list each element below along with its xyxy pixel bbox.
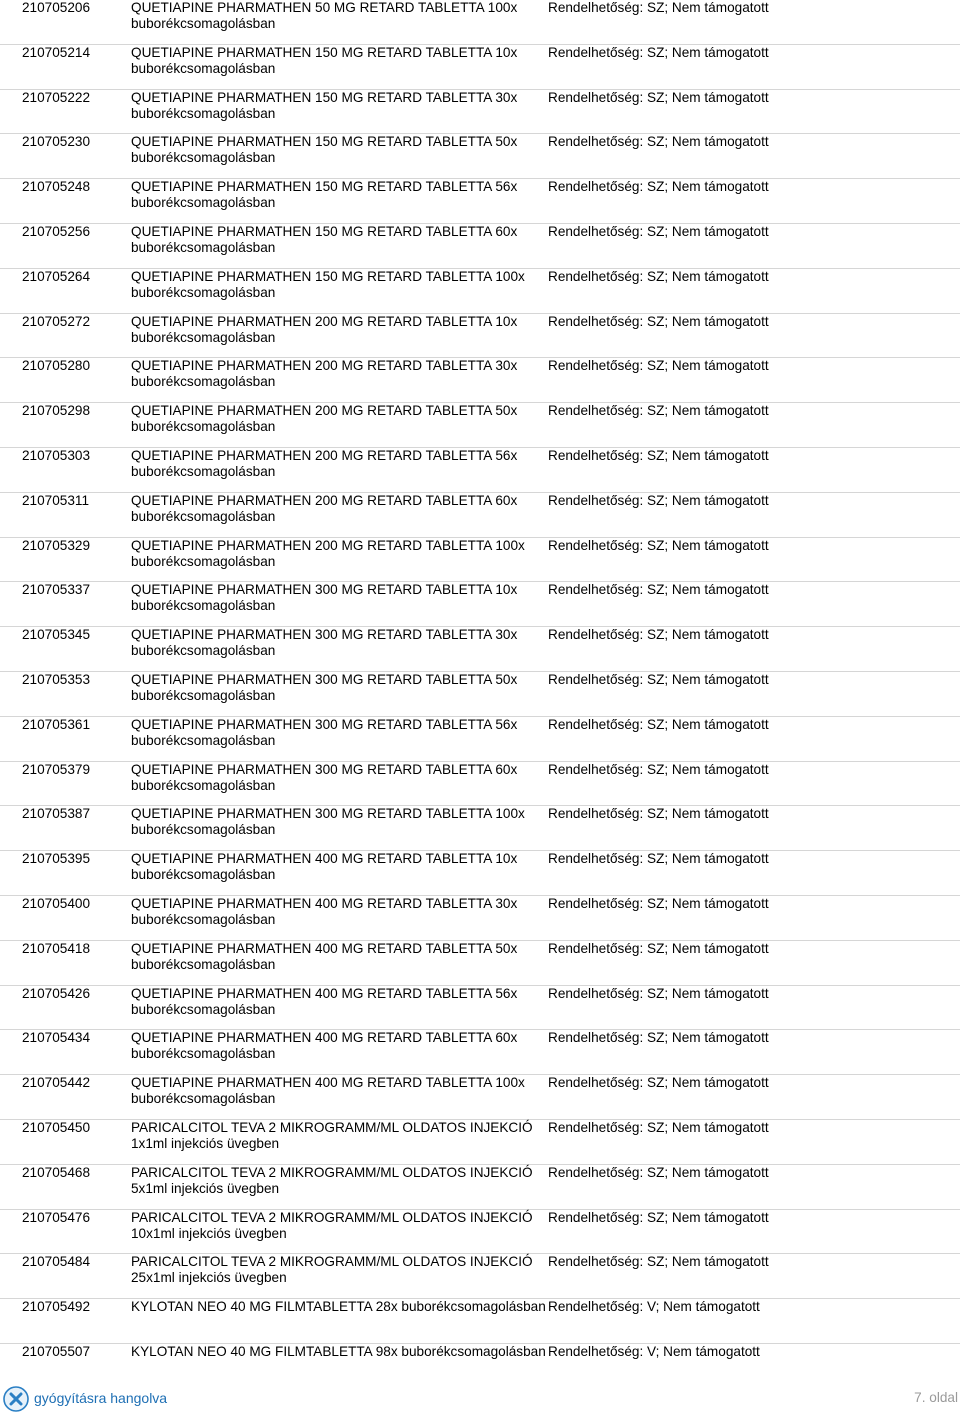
product-code: 210705303 xyxy=(22,447,91,463)
table-row xyxy=(0,448,960,493)
product-code: 210705222 xyxy=(22,89,91,105)
availability-status: Rendelhetőség: SZ; Nem támogatott xyxy=(548,403,769,419)
availability-status: Rendelhetőség: SZ; Nem támogatott xyxy=(548,537,769,553)
table-row xyxy=(0,1299,960,1344)
product-code: 210705400 xyxy=(22,895,91,911)
product-code: 210705248 xyxy=(22,179,91,195)
table-row xyxy=(0,134,960,179)
product-name: QUETIAPINE PHARMATHEN 200 MG RETARD TABLETTA 60x buborékcsomagolásban xyxy=(131,492,518,524)
availability-status: Rendelhetőség: SZ; Nem támogatott xyxy=(548,313,769,329)
product-name: QUETIAPINE PHARMATHEN 50 MG RETARD TABLETTA 100x buborékcsomagolásban xyxy=(131,0,518,31)
table-row xyxy=(0,1344,960,1389)
product-name: KYLOTAN NEO 40 MG FILMTABLETTA 98x buborékcsomagolásban xyxy=(131,1343,546,1359)
availability-status: Rendelhetőség: SZ; Nem támogatott xyxy=(548,1164,769,1180)
availability-status: Rendelhetőség: SZ; Nem támogatott xyxy=(548,806,769,822)
product-code: 210705353 xyxy=(22,671,91,687)
availability-status: Rendelhetőség: SZ; Nem támogatott xyxy=(548,895,769,911)
table-row xyxy=(0,45,960,90)
product-code: 210705361 xyxy=(22,716,91,732)
product-code: 210705476 xyxy=(22,1209,91,1225)
availability-status: Rendelhetőség: SZ; Nem támogatott xyxy=(548,1209,769,1225)
availability-status: Rendelhetőség: SZ; Nem támogatott xyxy=(548,1030,769,1046)
availability-status: Rendelhetőség: SZ; Nem támogatott xyxy=(548,761,769,777)
page-number: 7. oldal xyxy=(914,1390,958,1405)
table-row xyxy=(0,0,960,45)
table-row xyxy=(0,582,960,627)
product-code: 210705264 xyxy=(22,268,91,284)
product-name: QUETIAPINE PHARMATHEN 300 MG RETARD TABLETTA 56x buborékcsomagolásban xyxy=(131,716,518,748)
availability-status: Rendelhetőség: SZ; Nem támogatott xyxy=(548,1119,769,1135)
table-row xyxy=(0,851,960,896)
x-circle-logo-icon xyxy=(3,1386,29,1412)
product-code: 210705230 xyxy=(22,134,91,150)
product-name: PARICALCITOL TEVA 2 MIKROGRAMM/ML OLDATOS INJEKCIÓ 25x1ml injekciós üvegben xyxy=(131,1254,533,1286)
availability-status: Rendelhetőség: SZ; Nem támogatott xyxy=(548,223,769,239)
product-code: 210705345 xyxy=(22,627,91,643)
availability-status: Rendelhetőség: SZ; Nem támogatott xyxy=(548,89,769,105)
page-footer xyxy=(0,1384,960,1412)
product-code: 210705329 xyxy=(22,537,91,553)
availability-status: Rendelhetőség: V; Nem támogatott xyxy=(548,1343,760,1359)
availability-status: Rendelhetőség: SZ; Nem támogatott xyxy=(548,44,769,60)
product-name: QUETIAPINE PHARMATHEN 400 MG RETARD TABLETTA 60x buborékcsomagolásban xyxy=(131,1030,518,1062)
availability-status: Rendelhetőség: SZ; Nem támogatott xyxy=(548,447,769,463)
product-name: QUETIAPINE PHARMATHEN 300 MG RETARD TABLETTA 60x buborékcsomagolásban xyxy=(131,761,518,793)
product-code: 210705434 xyxy=(22,1030,91,1046)
availability-status: Rendelhetőség: SZ; Nem támogatott xyxy=(548,1254,769,1270)
product-name: QUETIAPINE PHARMATHEN 200 MG RETARD TABLETTA 10x buborékcsomagolásban xyxy=(131,313,518,345)
product-code: 210705426 xyxy=(22,985,91,1001)
table-row xyxy=(0,941,960,986)
availability-status: Rendelhetőség: SZ; Nem támogatott xyxy=(548,582,769,598)
product-name: PARICALCITOL TEVA 2 MIKROGRAMM/ML OLDATOS INJEKCIÓ 10x1ml injekciós üvegben xyxy=(131,1209,533,1241)
table-row xyxy=(0,762,960,807)
product-name: QUETIAPINE PHARMATHEN 400 MG RETARD TABLETTA 100x buborékcsomagolásban xyxy=(131,1075,525,1107)
product-name: QUETIAPINE PHARMATHEN 150 MG RETARD TABLETTA 10x buborékcsomagolásban xyxy=(131,44,518,76)
product-code: 210705507 xyxy=(22,1343,91,1359)
table-row xyxy=(0,672,960,717)
table-row xyxy=(0,90,960,135)
availability-status: Rendelhetőség: SZ; Nem támogatott xyxy=(548,492,769,508)
product-code: 210705280 xyxy=(22,358,91,374)
availability-status: Rendelhetőség: SZ; Nem támogatott xyxy=(548,0,769,15)
product-name: QUETIAPINE PHARMATHEN 150 MG RETARD TABLETTA 100x buborékcsomagolásban xyxy=(131,268,525,300)
table-row xyxy=(0,627,960,672)
product-code: 210705395 xyxy=(22,851,91,867)
table-row xyxy=(0,1075,960,1120)
product-name: QUETIAPINE PHARMATHEN 400 MG RETARD TABLETTA 50x buborékcsomagolásban xyxy=(131,940,518,972)
product-code: 210705468 xyxy=(22,1164,91,1180)
table-row xyxy=(0,1254,960,1299)
product-name: QUETIAPINE PHARMATHEN 200 MG RETARD TABLETTA 30x buborékcsomagolásban xyxy=(131,358,518,390)
product-code: 210705337 xyxy=(22,582,91,598)
table-row xyxy=(0,1165,960,1210)
availability-status: Rendelhetőség: SZ; Nem támogatott xyxy=(548,671,769,687)
product-name: QUETIAPINE PHARMATHEN 400 MG RETARD TABLETTA 30x buborékcsomagolásban xyxy=(131,895,518,927)
product-name: QUETIAPINE PHARMATHEN 200 MG RETARD TABLETTA 100x buborékcsomagolásban xyxy=(131,537,525,569)
product-name: QUETIAPINE PHARMATHEN 200 MG RETARD TABLETTA 50x buborékcsomagolásban xyxy=(131,403,518,435)
product-code: 210705214 xyxy=(22,44,91,60)
product-name: QUETIAPINE PHARMATHEN 300 MG RETARD TABLETTA 30x buborékcsomagolásban xyxy=(131,627,518,659)
table-row xyxy=(0,538,960,583)
product-name: QUETIAPINE PHARMATHEN 400 MG RETARD TABLETTA 10x buborékcsomagolásban xyxy=(131,851,518,883)
availability-status: Rendelhetőség: SZ; Nem támogatott xyxy=(548,358,769,374)
table-row xyxy=(0,269,960,314)
availability-status: Rendelhetőség: SZ; Nem támogatott xyxy=(548,1075,769,1091)
availability-status: Rendelhetőség: SZ; Nem támogatott xyxy=(548,627,769,643)
footer-brand-text: gyógyításra hangolva xyxy=(34,1390,168,1406)
product-code: 210705418 xyxy=(22,940,91,956)
product-name: QUETIAPINE PHARMATHEN 400 MG RETARD TABLETTA 56x buborékcsomagolásban xyxy=(131,985,518,1017)
product-name: QUETIAPINE PHARMATHEN 200 MG RETARD TABLETTA 56x buborékcsomagolásban xyxy=(131,447,518,479)
availability-status: Rendelhetőség: SZ; Nem támogatott xyxy=(548,851,769,867)
table-row xyxy=(0,314,960,359)
availability-status: Rendelhetőség: SZ; Nem támogatott xyxy=(548,134,769,150)
product-code: 210705379 xyxy=(22,761,91,777)
product-name: PARICALCITOL TEVA 2 MIKROGRAMM/ML OLDATOS INJEKCIÓ 5x1ml injekciós üvegben xyxy=(131,1164,533,1196)
product-code: 210705450 xyxy=(22,1119,91,1135)
product-code: 210705256 xyxy=(22,223,91,239)
product-code: 210705272 xyxy=(22,313,91,329)
table-row xyxy=(0,896,960,941)
product-code: 210705484 xyxy=(22,1254,91,1270)
availability-status: Rendelhetőség: SZ; Nem támogatott xyxy=(548,940,769,956)
table-row xyxy=(0,403,960,448)
availability-status: Rendelhetőség: SZ; Nem támogatott xyxy=(548,716,769,732)
table-row xyxy=(0,493,960,538)
product-name: QUETIAPINE PHARMATHEN 300 MG RETARD TABLETTA 10x buborékcsomagolásban xyxy=(131,582,518,614)
table-row xyxy=(0,717,960,762)
product-name: QUETIAPINE PHARMATHEN 300 MG RETARD TABLETTA 50x buborékcsomagolásban xyxy=(131,671,518,703)
table-row xyxy=(0,1030,960,1075)
product-code: 210705206 xyxy=(22,0,91,15)
availability-status: Rendelhetőség: SZ; Nem támogatott xyxy=(548,268,769,284)
product-name: QUETIAPINE PHARMATHEN 150 MG RETARD TABLETTA 50x buborékcsomagolásban xyxy=(131,134,518,166)
table-row xyxy=(0,358,960,403)
table-row xyxy=(0,806,960,851)
table-row xyxy=(0,1210,960,1255)
product-name: QUETIAPINE PHARMATHEN 300 MG RETARD TABLETTA 100x buborékcsomagolásban xyxy=(131,806,525,838)
product-name: PARICALCITOL TEVA 2 MIKROGRAMM/ML OLDATOS INJEKCIÓ 1x1ml injekciós üvegben xyxy=(131,1119,533,1151)
product-code: 210705311 xyxy=(22,492,90,508)
table-row xyxy=(0,1120,960,1165)
product-name: QUETIAPINE PHARMATHEN 150 MG RETARD TABLETTA 30x buborékcsomagolásban xyxy=(131,89,518,121)
table-row xyxy=(0,224,960,269)
product-code: 210705298 xyxy=(22,403,91,419)
product-code: 210705387 xyxy=(22,806,91,822)
product-name: QUETIAPINE PHARMATHEN 150 MG RETARD TABLETTA 56x buborékcsomagolásban xyxy=(131,179,518,211)
product-name: KYLOTAN NEO 40 MG FILMTABLETTA 28x buborékcsomagolásban xyxy=(131,1299,546,1315)
table-row xyxy=(0,179,960,224)
product-name: QUETIAPINE PHARMATHEN 150 MG RETARD TABLETTA 60x buborékcsomagolásban xyxy=(131,223,518,255)
product-code: 210705492 xyxy=(22,1299,91,1315)
availability-status: Rendelhetőség: SZ; Nem támogatott xyxy=(548,985,769,1001)
product-code: 210705442 xyxy=(22,1075,91,1091)
availability-status: Rendelhetőség: SZ; Nem támogatott xyxy=(548,179,769,195)
availability-status: Rendelhetőség: V; Nem támogatott xyxy=(548,1299,760,1315)
table-row xyxy=(0,986,960,1031)
